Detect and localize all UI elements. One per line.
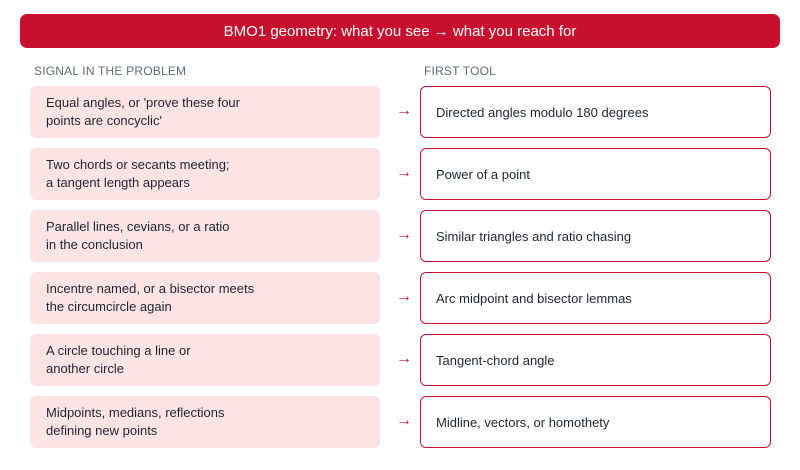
signal-column-header: SIGNAL IN THE PROBLEM xyxy=(34,64,187,78)
right-arrow-icon: → xyxy=(396,102,412,119)
tool-box xyxy=(420,148,771,200)
tool-text: Tangent-chord angle xyxy=(436,352,555,368)
right-arrow-icon: → xyxy=(396,412,412,429)
signal-text-line: the circumcircle again xyxy=(46,299,172,314)
signal-text-line: Parallel lines, cevians, or a ratio xyxy=(46,219,230,234)
mapping-row xyxy=(30,148,771,200)
right-arrow-icon: → xyxy=(396,164,412,181)
mapping-row xyxy=(30,86,771,138)
right-arrow-icon: → xyxy=(396,288,412,305)
signal-text-line: A circle touching a line or xyxy=(46,343,191,358)
tool-box xyxy=(420,396,771,448)
signal-text-line: in the conclusion xyxy=(46,237,143,252)
signal-text-line: a tangent length appears xyxy=(46,175,190,190)
right-arrow-icon: → xyxy=(396,226,412,243)
tool-text: Power of a point xyxy=(436,166,530,182)
mapping-row xyxy=(30,272,771,324)
signal-text-line: Two chords or secants meeting; xyxy=(46,157,230,172)
mapping-row xyxy=(30,334,771,386)
tool-box xyxy=(420,272,771,324)
signal-box xyxy=(30,148,380,200)
tool-text: Midline, vectors, or homothety xyxy=(436,414,610,430)
right-arrow-icon: → xyxy=(396,350,412,367)
signal-box xyxy=(30,86,380,138)
signal-box xyxy=(30,272,380,324)
tool-box xyxy=(420,210,771,262)
signal-text-line: Equal angles, or 'prove these four xyxy=(46,95,240,110)
tool-box xyxy=(420,86,771,138)
tool-text: Directed angles modulo 180 degrees xyxy=(436,104,649,120)
signal-text-line: another circle xyxy=(46,361,125,376)
mapping-row xyxy=(30,396,771,448)
signal-box xyxy=(30,334,380,386)
diagram-title: BMO1 geometry: what you see → what you reach for xyxy=(223,22,577,40)
tool-box xyxy=(420,334,771,386)
signal-text-line: points are concyclic' xyxy=(46,113,162,128)
signal-text-line: Incentre named, or a bisector meets xyxy=(46,281,255,296)
tool-column-header: FIRST TOOL xyxy=(424,64,497,78)
signal-text-line: Midpoints, medians, reflections xyxy=(46,405,225,420)
tool-text: Arc midpoint and bisector lemmas xyxy=(436,290,632,306)
title-banner xyxy=(20,14,780,48)
tool-text: Similar triangles and ratio chasing xyxy=(436,228,632,244)
mapping-list xyxy=(30,86,771,458)
signal-box xyxy=(30,210,380,262)
signal-box xyxy=(30,396,380,448)
mapping-row xyxy=(30,210,771,262)
signal-text-line: defining new points xyxy=(46,423,158,438)
